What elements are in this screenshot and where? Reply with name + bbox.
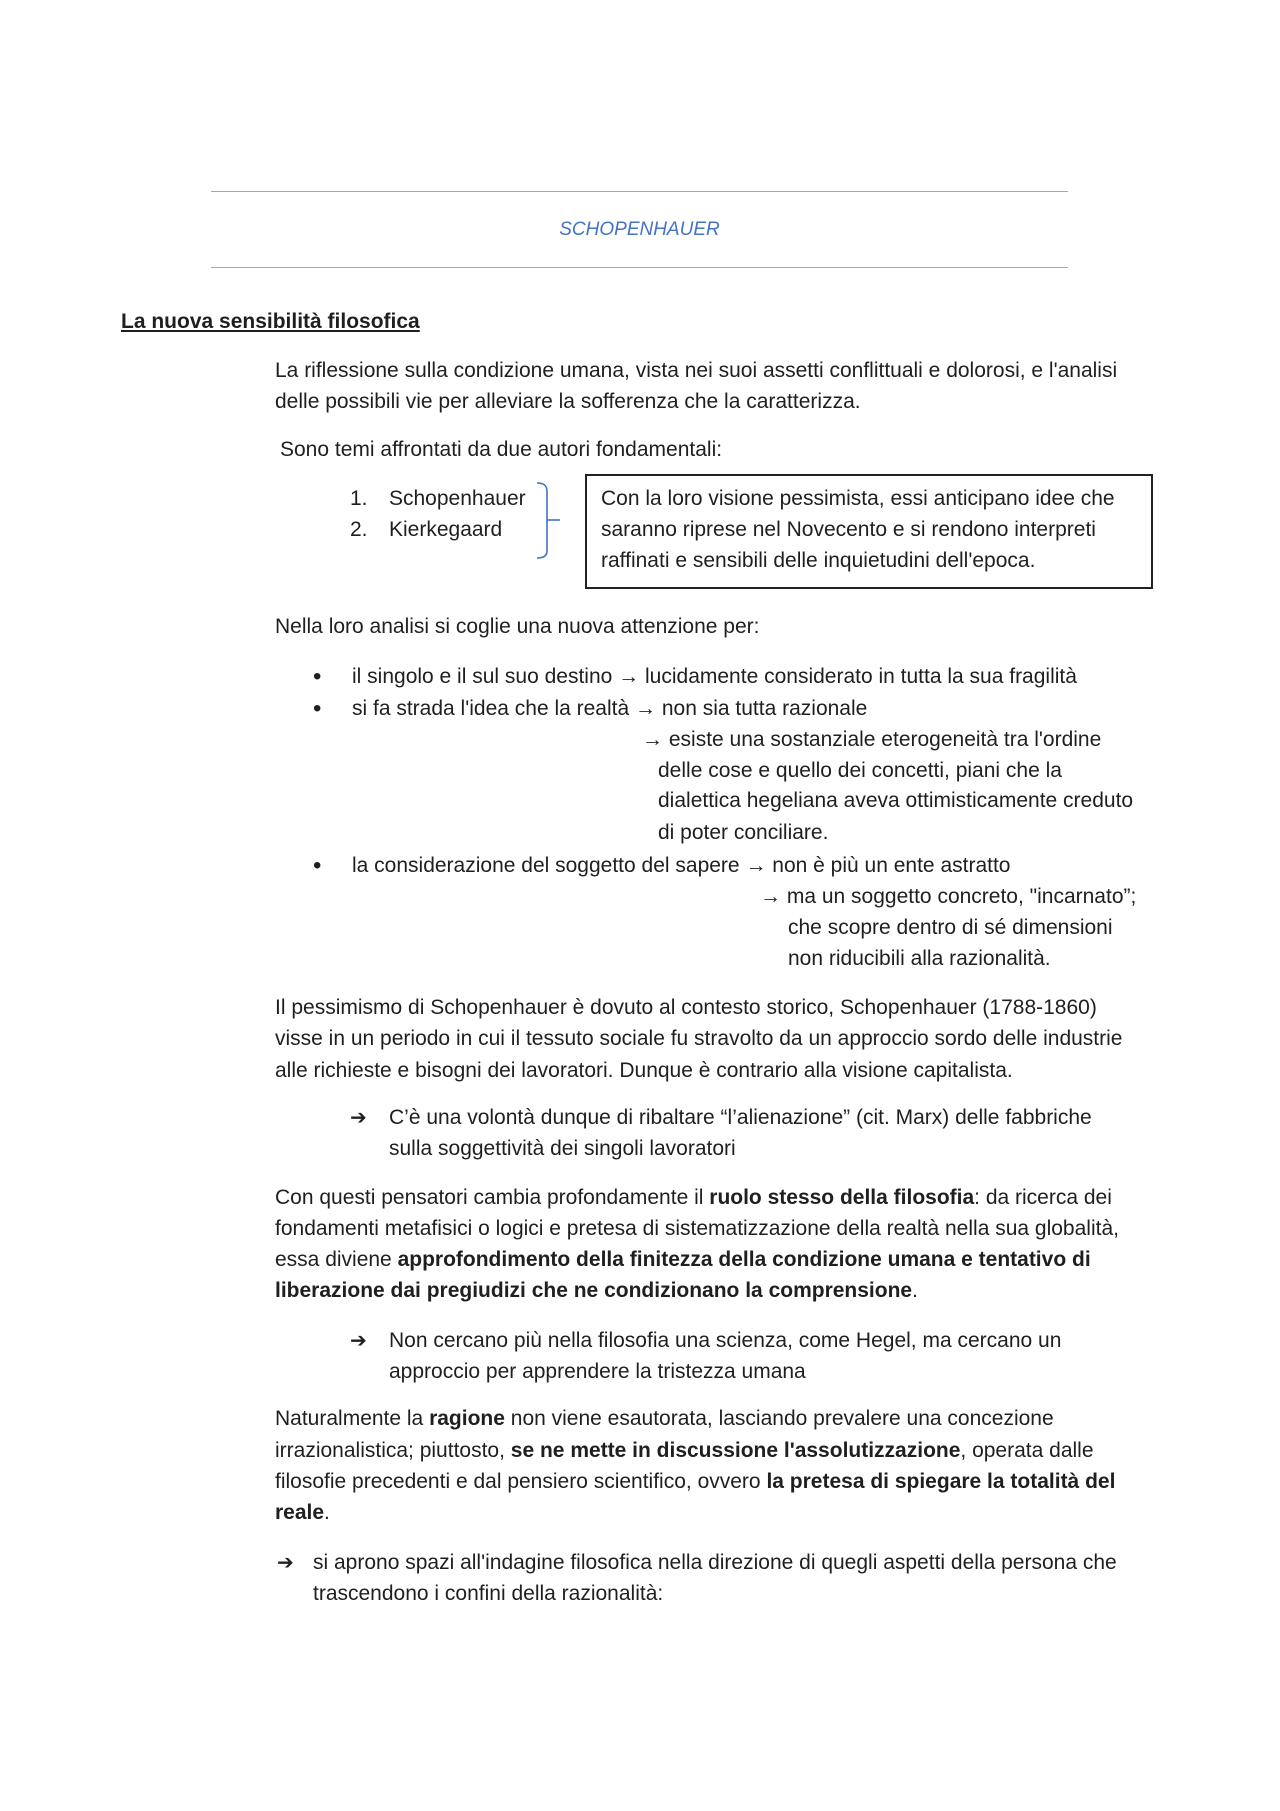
authors-intro: Sono temi affrontati da due autori fondamentali: [280,438,723,461]
paragraph-line [275,1244,1091,1275]
paragraph-text: . [912,1279,918,1302]
paragraph-line [275,1403,1054,1434]
attention-detail: esiste una sostanziale eterogeneità tra l'ordine [668,728,1102,751]
bold-arrow-icon: ➔ [277,1550,294,1574]
emphasis-text: se ne mette in discussione l'assolutizzazione [510,1439,961,1462]
attention-detail-line: delle cose e quello dei concetti, piani che la [658,759,1062,782]
attention-detail-line: che scopre dentro di sé dimensioni [788,916,1113,939]
attention-detail-line: non riducibili alla razionalità. [788,947,1051,970]
note-line: sulla soggettività dei singoli lavoratori [389,1137,736,1160]
paragraph-text: . [324,1501,330,1524]
author-name: Schopenhauer [389,487,526,510]
right-arrow-icon: → [642,728,663,751]
authors-note-line: saranno riprese nel Novecento e si rendono interpreti [601,518,1096,541]
intro-line: delle possibili vie per alleviare la sofferenza che la caratterizza. [275,390,861,413]
right-arrow-icon: → [635,697,657,720]
intro-line: La riflessione sulla condizione umana, vista nei suoi assetti conflittuali e dolorosi, e l'analisi [275,359,1118,382]
paragraph-line [275,1182,1112,1213]
emphasis-text: la pretesa di spiegare la totalità del [766,1470,1116,1493]
attention-point [352,693,867,724]
paragraph-text: irrazionalistica; piuttosto, [275,1439,511,1462]
list-number: 2. [350,518,368,541]
attention-subject: il singolo e il sul suo destino [352,665,613,688]
attention-detail: non sia tutta razionale [661,697,868,720]
attention-detail-line: di poter conciliare. [658,821,829,844]
attention-subject: la considerazione del soggetto del sapere [352,854,740,877]
emphasis-text: ragione [429,1407,505,1430]
emphasis-text: liberazione dai pregiudizi che ne condizionano la comprensione [275,1279,913,1302]
bullet-icon: • [313,852,322,879]
paragraph-text: Naturalmente la [275,1407,430,1430]
attention-detail: non è più un ente astratto [772,854,1011,877]
paragraph-text: filosofie precedenti e dal pensiero scientifico, ovvero [275,1470,767,1493]
emphasis-text: reale [275,1501,325,1524]
paragraph-line [275,1497,330,1528]
attention-point [352,661,1077,692]
bold-arrow-icon: ➔ [350,1328,367,1352]
author-name: Kierkegaard [389,518,503,541]
right-arrow-icon: → [745,854,767,877]
paragraph-line [275,1213,1119,1244]
attention-detail-line: dialettica hegeliana aveva ottimisticamente creduto [658,789,1134,812]
attention-intro: Nella loro analisi si coglie una nuova attenzione per: [275,615,760,638]
attention-subpoint [760,881,1136,912]
note-line: si aprono spazi all'indagine filosofica nella direzione di quegli aspetti della persona che [313,1551,1117,1574]
authors-note-line: raffinati e sensibili delle inquietudini dell'epoca. [601,549,1036,572]
paragraph-line [275,1275,918,1306]
list-number: 1. [350,487,368,510]
paragraph-text: , operata dalle [960,1439,1094,1462]
bold-arrow-icon: ➔ [350,1105,367,1129]
authors-note-box [585,474,1153,589]
attention-detail: lucidamente considerato in tutta la sua fragilità [645,665,1077,688]
attention-subject: si fa strada l'idea che la realtà [352,697,630,720]
bullet-icon: • [313,695,322,722]
note-line: approccio per apprendere la tristezza umana [389,1360,806,1383]
note-line: trascendono i confini della razionalità: [313,1582,664,1605]
emphasis-text: approfondimento della finitezza della condizione umana e tentativo di [397,1248,1091,1271]
attention-subpoint [642,724,1101,755]
paragraph-line [275,1466,1115,1497]
paragraph-text: : da ricerca dei [974,1186,1112,1209]
title-top-rule [211,191,1068,192]
right-arrow-icon: → [618,665,640,688]
document-title: SCHOPENHAUER [559,219,720,240]
authors-note-line: Con la loro visione pessimista, essi anticipano idee che [601,487,1115,510]
paragraph-line: visse in un periodo in cui il tessuto sociale fu stravolto da un approccio sordo delle industrie [275,1027,1123,1050]
paragraph-text: fondamenti metafisici o logici e pretesa di sistematizzazione della realtà nella sua globalità, [275,1217,1119,1240]
section-heading: La nuova sensibilità filosofica [121,310,420,333]
paragraph-line [275,1435,1094,1466]
note-line: C’è una volontà dunque di ribaltare “l’alienazione” (cit. Marx) delle fabbriche [389,1106,1092,1129]
emphasis-text: ruolo stesso della filosofia [709,1186,975,1209]
note-line: Non cercano più nella filosofia una scienza, come Hegel, ma cercano un [389,1329,1062,1352]
paragraph-line: alle richieste e bisogni dei lavoratori. Dunque è contrario alla visione capitalista. [275,1059,1013,1082]
right-arrow-icon: → [760,885,781,908]
right-brace-icon [530,478,570,564]
paragraph-text: essa diviene [275,1248,398,1271]
title-bottom-rule [211,267,1068,268]
paragraph-text: Con questi pensatori cambia profondamente il [275,1186,710,1209]
bullet-icon: • [313,663,322,690]
paragraph-text: non viene esautorata, lasciando prevalere una concezione [504,1407,1054,1430]
attention-point [352,850,1010,881]
paragraph-line: Il pessimismo di Schopenhauer è dovuto al contesto storico, Schopenhauer (1788-1860) [275,996,1097,1019]
attention-detail: ma un soggetto concreto, "incarnato”; [786,885,1137,908]
